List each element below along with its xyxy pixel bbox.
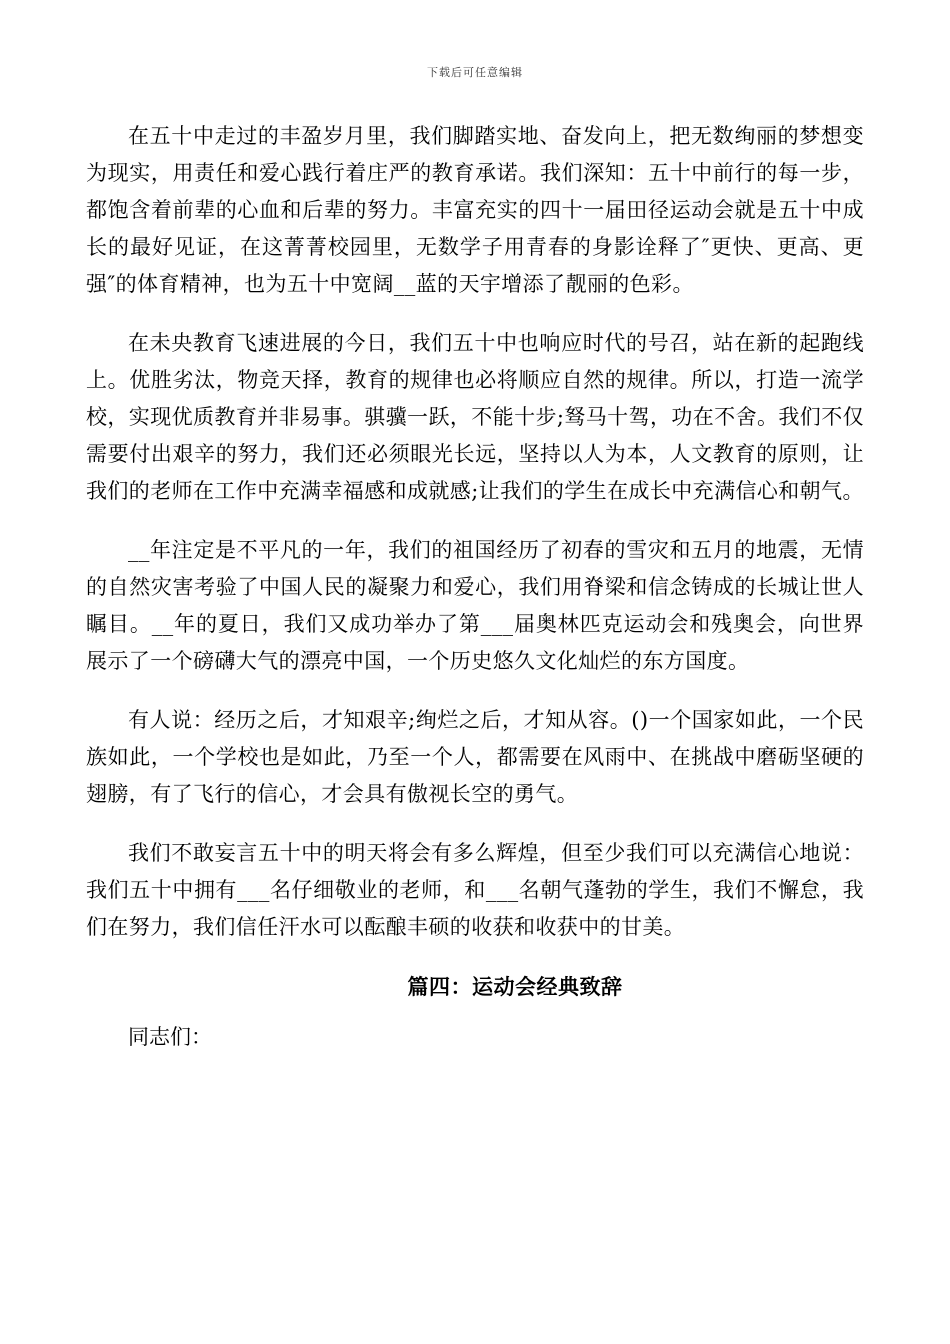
paragraph-2: 在未央教育飞速进展的今日，我们五十中也响应时代的号召，站在新的起跑线上。优胜劣汰，物竞天择，教育的规律也必将顺应自然的规律。所以，打造一流学校，实现优质教育并非易事。骐骥一跃，不能十步;驽马十驾，功在不舍。我们不仅需要付出艰辛的努力，我们还必须眼光长远，坚持以人为本，人文教育的原则，让我们的老师在工作中充满幸福感和成就感;让我们的学生在成长中充满信心和朝气。	[86, 331, 864, 503]
paragraph-5: 我们不敢妄言五十中的明天将会有多么辉煌，但至少我们可以充满信心地说：我们五十中拥有___名仔细敬业的老师，和___名朝气蓬勃的学生，我们不懈怠，我们在努力，我们信任汗水可以酝酿丰硕的收获和收获中的甘美。	[86, 841, 864, 939]
paragraph-4: 有人说：经历之后，才知艰辛;绚烂之后，才知从容。()一个国家如此，一个民族如此，一个学校也是如此，乃至一个人，都需要在风雨中、在挑战中磨砺坚硬的翅膀，有了飞行的信心，才会具有傲视长空的勇气。	[86, 708, 864, 806]
document-body	[86, 118, 864, 1056]
section-title: 篇四：运动会经典致辞	[407, 974, 623, 999]
paragraph-3: __年注定是不平凡的一年，我们的祖国经历了初春的雪灾和五月的地震，无情的自然灾害考验了中国人民的凝聚力和爱心，我们用脊梁和信念铸成的长城让世人瞩目。__年的夏日，我们又成功举办了第___届奥林匹克运动会和残奥会，向世界展示了一个磅礴大气的漂亮中国，一个历史悠久文化灿烂的东方国度。	[86, 538, 864, 673]
page-header: 下载后可任意编辑	[427, 66, 523, 79]
paragraph-1: 在五十中走过的丰盈岁月里，我们脚踏实地、奋发向上，把无数绚丽的梦想变为现实，用责任和爱心践行着庄严的教育承诺。我们深知：五十中前行的每一步，都饱含着前辈的心血和后辈的努力。丰富充实的四十一届田径运动会就是五十中成长的最好见证，在这菁菁校园里，无数学子用青春的身影诠释了″更快、更高、更强″的体育精神，也为五十中宽阔__蓝的天宇增添了靓丽的色彩。	[86, 124, 864, 296]
salutation: 同志们：	[128, 1025, 212, 1049]
